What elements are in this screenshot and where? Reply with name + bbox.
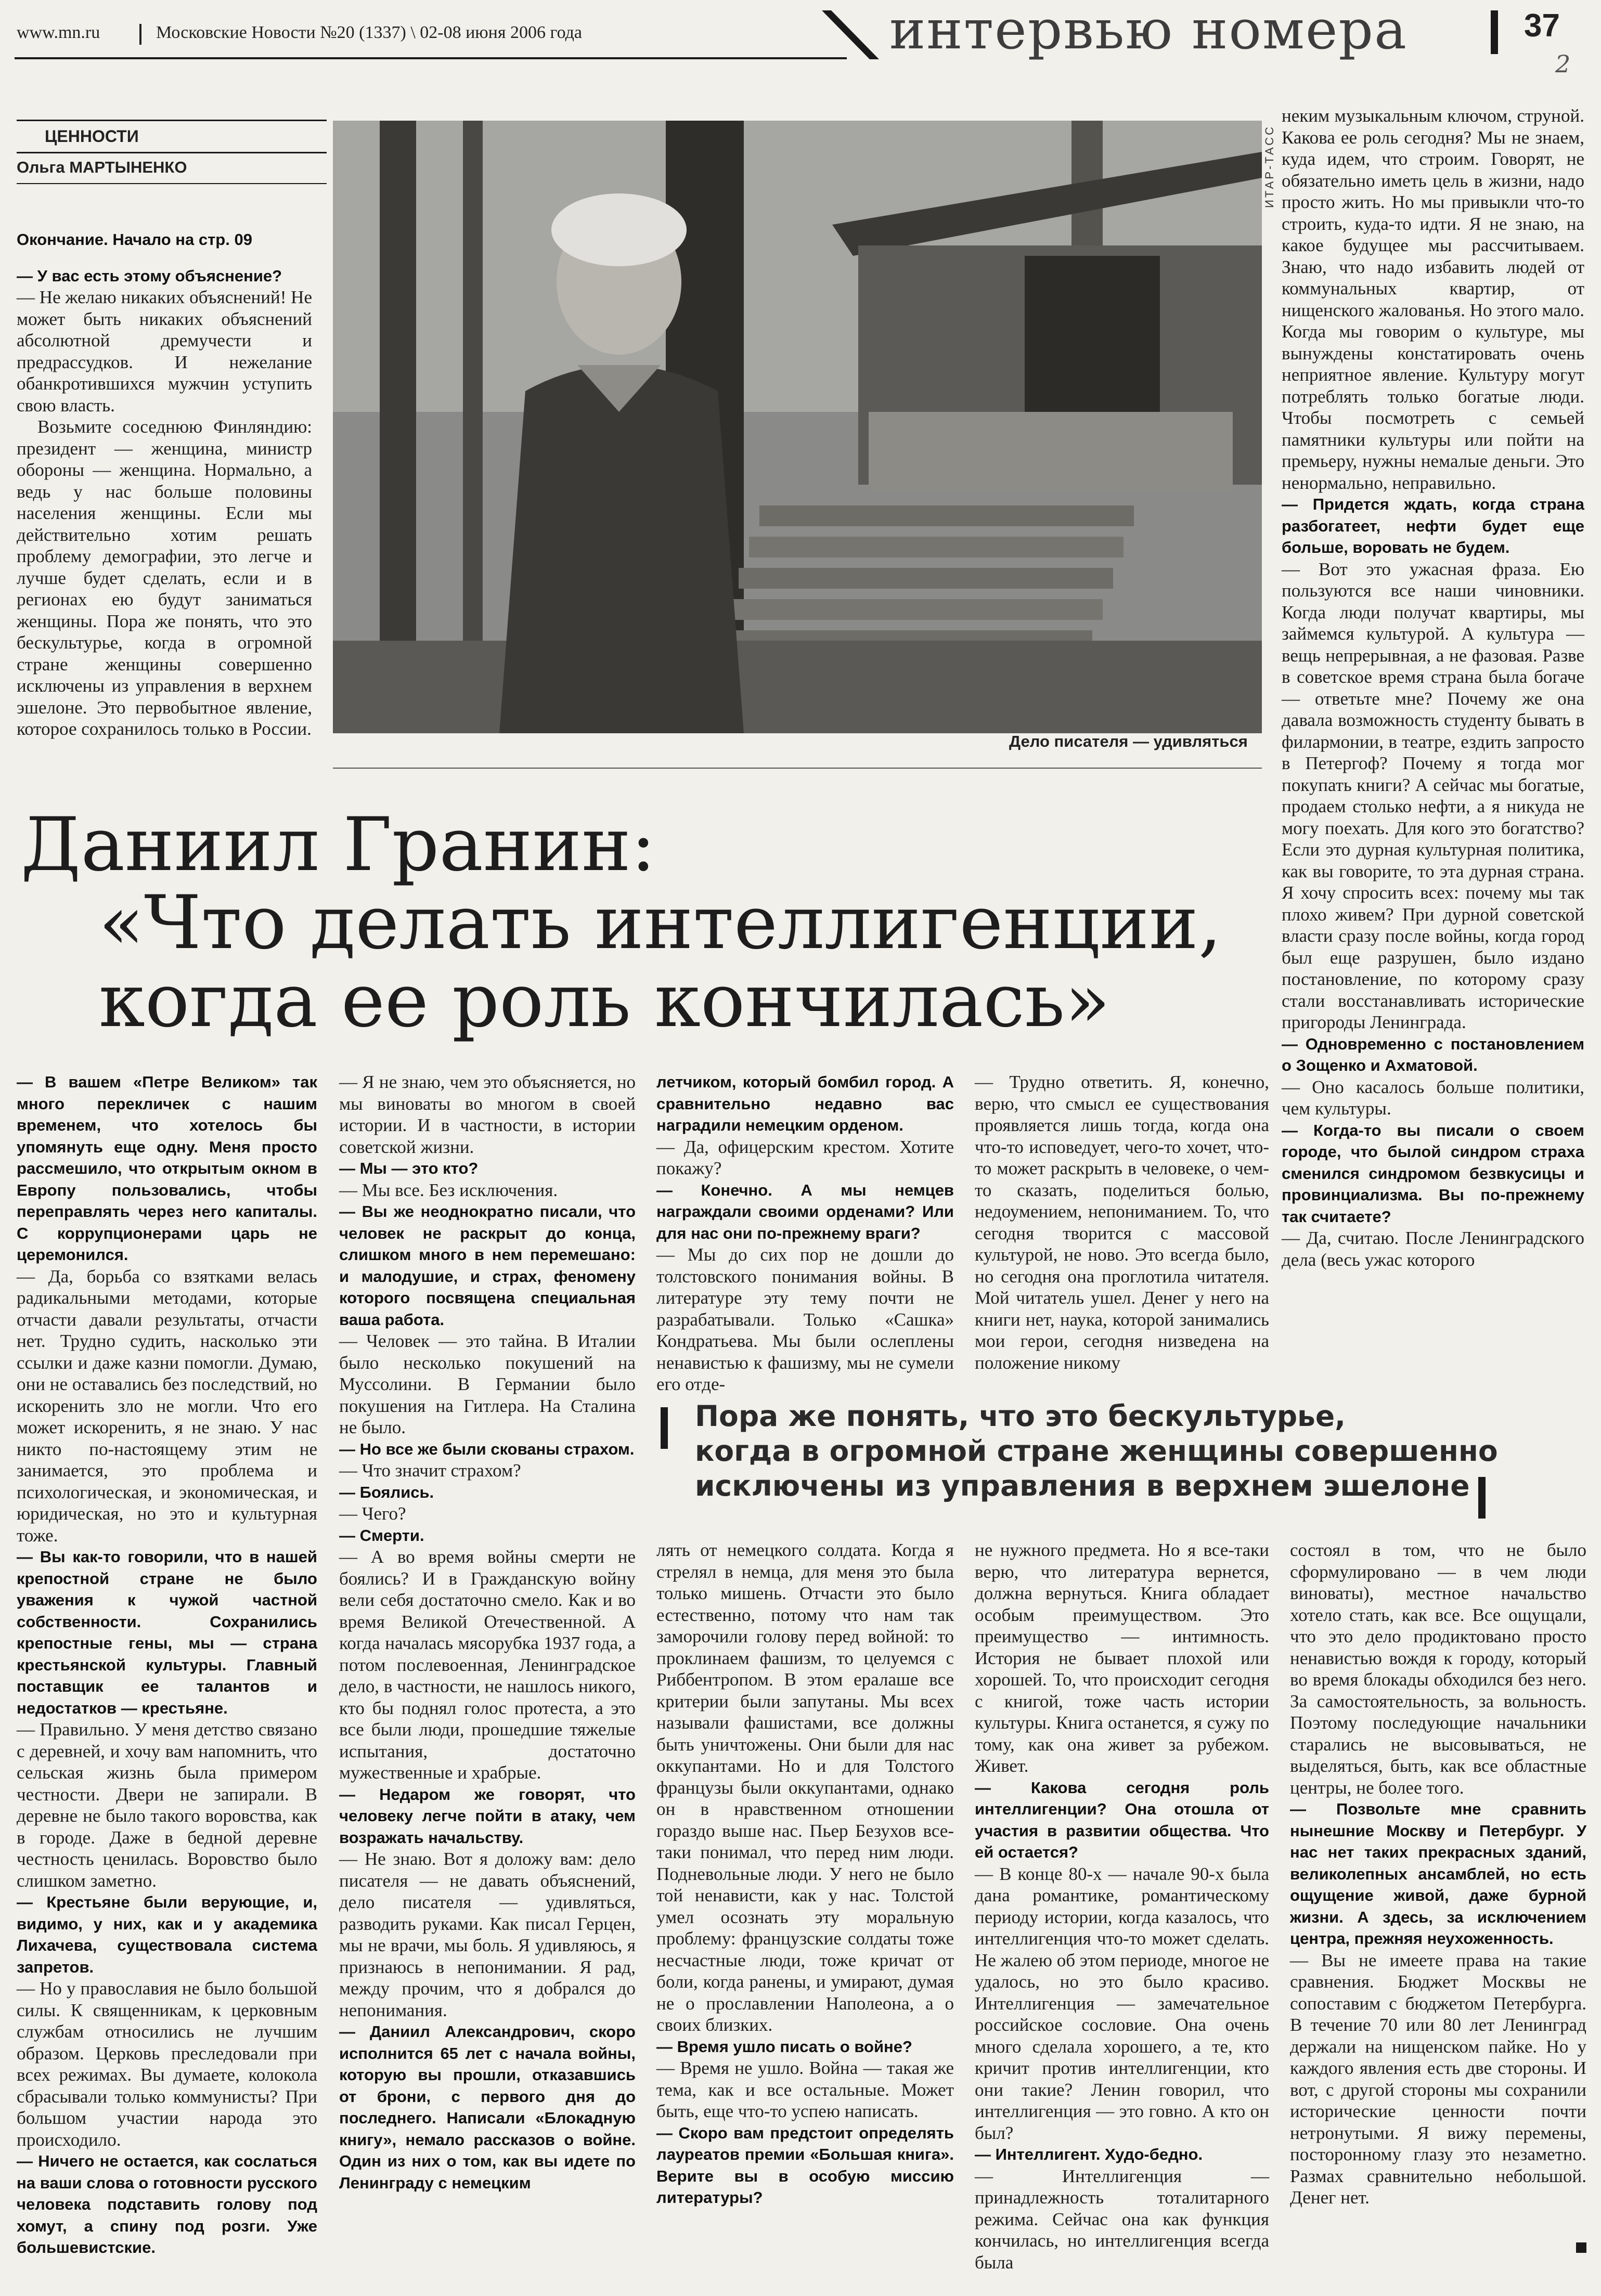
text-column-3-bottom bbox=[656, 1539, 954, 2209]
text-column-4-top bbox=[975, 1071, 1269, 1373]
question: — Интеллигент. Худо-бедно. bbox=[975, 2145, 1203, 2163]
answer: состоял в том, что не было сформулировано — в чем люди виноваты), местное начальство хотело стать, как все. Все ощущали, что это дело продиктовано просто ненавистью вождя к городу, который во время блокады обходился без него. За самостоятельность, за вольность. Поэтому последующие начальники старались не высовываться, не выделяться, быть, как все областные центры, не более того. bbox=[1290, 1540, 1586, 1798]
answer: — В конце 80-х — начале 90-х была дана романтике, романтическому периоду истории, когда казалось, что интеллигенция что-то может сделать. Не жалею об этом периоде, многое не удалось, но это было красиво. Интеллигенция — замечательное российское сословие. Она очень много сделала хорошего, а те, кто кричит против интеллигенции, кто они такие? Ленин говорил, что интеллигенция — это говно. А кто он был? bbox=[975, 1863, 1269, 2143]
question: — Ничего не остается, как сослаться на ваши слова о готовности русского человека подставить голову под хомут, а спину под розги. Уже большевистские. bbox=[17, 2152, 317, 2256]
answer: — Что значит страхом? bbox=[339, 1460, 521, 1481]
answer: — Да, борьба со взятками велась радикальными методами, которые отчасти давали результаты, отчасти нет. Трудно судить, насколько эти ссылки и даже казни помогли. Думаю, они не оставались без последствий, но искоренить зло не могли. Что его может искоренить, я не знаю. У нас никто по-настоящему этим не занимается, это проблема и психологическая, и экономическая, и юридическая, но это и культурная тоже. bbox=[17, 1266, 317, 1546]
text-column-1 bbox=[17, 1071, 317, 2259]
answer: — Да, считаю. После Ленинградского дела (весь ужас которого bbox=[1282, 1228, 1584, 1270]
rubric: ЦЕННОСТИ bbox=[45, 127, 139, 146]
photo-scene bbox=[333, 121, 1262, 733]
photo-credit: ИТАР-ТАСС bbox=[1263, 125, 1276, 208]
section-title: интервью номера bbox=[889, 0, 1408, 61]
question: — Время ушло писать о войне? bbox=[656, 2037, 912, 2056]
answer: — Мы до сих пор не дошли до толстовского понимания войны. В литературе эту тему почти не разрабатывали. Только «Сашка» Кондратьева. Мы были ослеплены ненавистью к фашизму, мы не сумели его отде- bbox=[656, 1244, 954, 1394]
answer: — Я не знаю, чем это объясняется, но мы виноваты во многом в своей истории. И в частности, в истории советской жизни. bbox=[339, 1072, 636, 1157]
header-divider bbox=[139, 24, 141, 45]
question: — Даниил Александрович, скоро исполнится 65 лет с начала войны, которую вы прошли, отказавшись от брони, с первого дня до последнего. Написали «Блокадную книгу», немало рассказов о войне. Один из них о том, как вы идете по Ленинграду с немецким bbox=[339, 2022, 636, 2192]
right-column bbox=[1282, 105, 1584, 1270]
handwritten-mark: 2 bbox=[1555, 50, 1571, 78]
header-slant bbox=[822, 10, 884, 62]
paragraph: неким музыкальным ключом, струной. Какова ее роль сегодня? Мы не знаем, куда идем, что строим. Говорят, не обязательно иметь цель в жизни, надо просто жить. Но мы привыкли что-то строить, куда-то идти. Я не знаю, на какое будущее мы рассчитываем. Знаю, что надо избавить людей от коммунальных квартир, от нищенского жалованья. Но этого мало. Когда мы говорим о культуре, мы вынуждены констатировать очень неприятное явление. Культуру могут потреблять только богатые люди. Чтобы посмотреть с семьей памятники культуры или пойти на премьеру, нужны немалые деньги. Это ненормально, неправильно. bbox=[1282, 106, 1584, 493]
text-column-2 bbox=[339, 1071, 636, 2194]
answer: — Интеллигенция — принадлежность тоталитарного режима. Сейчас она как функция кончилась, но интеллигенция всегда была bbox=[975, 2165, 1269, 2273]
end-mark bbox=[1576, 2242, 1586, 2253]
pullquote-line-2: когда в огромной стране женщины совершенно bbox=[695, 1434, 1498, 1468]
question: — Конечно. А мы немцев награждали своими орденами? Или для нас они по-прежнему враги? bbox=[656, 1181, 954, 1242]
byline-rule-top bbox=[17, 120, 327, 121]
pullquote-bar-left bbox=[661, 1407, 668, 1449]
paragraph: Возьмите соседнюю Финляндию: президент — женщина, министр обороны — женщина. Нормально, а ведь у нас больше половины населения женщины. Если мы действительно хотим решать проблему демографии, это легче и лучше будет сделать, если и в регионах ею будут заниматься женщины. Пора же понять, что это бескультурье, когда в огромной стране женщины совершенно исключены из управления в верхнем эшелоне. Это первобытное явление, которое сохранилось только в России. bbox=[17, 417, 312, 739]
text-column-5-bottom bbox=[1290, 1539, 1586, 2209]
byline-rule-bottom bbox=[17, 183, 327, 184]
question: — Мы — это кто? bbox=[339, 1159, 479, 1177]
pullquote-line-3: исключены из управления в верхнем эшелоне bbox=[695, 1469, 1470, 1502]
question: — Скоро вам предстоит определять лауреатов премии «Большая книга». Верите вы в особую миссию литературы? bbox=[656, 2123, 954, 2207]
answer: — Не знаю. Вот я доложу вам: дело писателя — не давать объяснений, дело писателя — удивляться, разводить руками. Как писал Герцен, мы не врачи, мы боль. Я удивляюсь, я признаюсь в непонимании. Я рад, между прочим, что я добрался до непонимания. bbox=[339, 1849, 636, 2020]
question: — Какова сегодня роль интеллигенции? Она отошла от участия в развитии общества. Что ей остается? bbox=[975, 1778, 1269, 1861]
question: — У вас есть этому объяснение? bbox=[17, 266, 282, 285]
site-url: www.mn.ru bbox=[17, 23, 100, 42]
question: — Недаром же говорят, что человеку легче пойти в атаку, чем возражать начальству. bbox=[339, 1785, 636, 1847]
pullquote-bar-right bbox=[1478, 1477, 1486, 1519]
header-rule bbox=[15, 57, 847, 59]
author: Ольга МАРТЫНЕНКО bbox=[17, 158, 187, 176]
question: — Смерти. bbox=[339, 1526, 424, 1545]
question: — В вашем «Петре Великом» так много перекличек с нашим временем, что хотелось бы упомянуть еще одну. Меня просто рассмешило, что открытым окном в Европу пользовались, чтобы переправлять через него капиталы. С коррупционерами царь не церемонился. bbox=[17, 1073, 317, 1264]
text-column-3-top bbox=[656, 1071, 954, 1395]
answer: — Не желаю никаких объяснений! Не может быть никаких объяснений абсолютной дремучести и предрассудков. И нежелание обанкротившихся мужчин уступить свою власть. bbox=[17, 287, 312, 416]
question: летчиком, который бомбил город. А сравнительно недавно вас наградили немецким орденом. bbox=[656, 1073, 954, 1134]
answer: — Мы все. Без исключения. bbox=[339, 1179, 558, 1200]
continuation-note: Окончание. Начало на стр. 09 bbox=[17, 230, 252, 249]
answer: — Правильно. У меня детство связано с деревней, и хочу вам напомнить, что сельская жизнь была примером честности. Двери не запирали. В деревне не было такого воровства, как в городе. Даже в бедной деревне честность ценилась. Воровство было слишком заметно. bbox=[17, 1719, 317, 1891]
answer: — Вот это ужасная фраза. Ею пользуются все наши чиновники. Когда люди получат квартиры, мы займемся культурой. А культура — вещь непрерывная, а не фазовая. Разве в советское время страна была богаче — ответьте мне? Почему же она давала возможность студенту бывать в филармонии, в театре, ездить запросто в Петергоф? Почему я тогда мог покупать книги? А сейчас мы богатые, продаем столько нефти, а я никуда не могу поехать. Для кого это богатство? Если это дурная культурная политика, как вы говорите, то эта дурная страна. Я хочу спросить всех: почему мы так плохо живем? При дурной советской власти сразу после войны, когда город был еще разрушен, было издано постановление, по которому сразу стали восстанавливать исторические пригороды Ленинграда. bbox=[1282, 559, 1584, 1032]
answer: — Чего? bbox=[339, 1503, 406, 1524]
answer: — Человек — это тайна. В Италии было несколько покушений на Муссолини. В Германии было покушения на Гитлера. На Сталина не было. bbox=[339, 1331, 636, 1437]
page-number-bar bbox=[1491, 10, 1498, 54]
answer: — Но у православия не было большой силы. К священникам, к церковным службам относились не лучшим образом. Церковь преследовали при всех режимах. Вы думаете, колокола сбрасывали только коммунисты? При большом участии народа это происходило. bbox=[17, 1978, 317, 2150]
answer: — А во время войны смерти не боялись? И в Гражданскую войну вели себя достаточно смело. Как и во время Великой Отечественной. А когда началась мясорубка 1937 года, а потом послевоенная, Ленинградское дело, в частности, не нашлось никого, кто бы поднял голос протеста, а это все были люди, прошедшие тяжелые испытания, достаточно мужественные и храбрые. bbox=[339, 1547, 636, 1783]
byline-rule-mid bbox=[17, 152, 327, 153]
answer: лять от немецкого солдата. Когда я стрелял в немца, для меня это была только мишень. Отчасти это было естественно, потому что нам так заморочили голову перед войной: то проклинаем фашизм, то целуемся с Риббентропом. В этом ералаше все критерии были запутаны. Мы всех называли фашистами, все должны быть уничтожены. Они были для нас оккупантами. Но и для Толстого французы были оккупантами, однако он в нравственном отношении гораздо выше нас. Пьер Безухов все-таки понимал, что перед ним люди. Подневольные люди. У него не было той ненависти, как у нас. Толстой умел осознать эту моральную проблему: французские солдаты тоже несчастные люди, тоже кричат от боли, когда ранены, и умирают, думая не о прославлении Наполеона, а о своих близких. bbox=[656, 1540, 954, 2035]
caption-rule bbox=[333, 768, 1262, 769]
headline-name: Даниил Гранин: bbox=[21, 802, 656, 888]
photo-caption: Дело писателя — удивляться bbox=[1009, 732, 1248, 750]
left-column bbox=[17, 229, 312, 740]
answer: — Трудно ответить. Я, конечно, верю, что смысл ее существования проявляется лишь тогда, когда она что-то исповедует, чего-то хочет, что-то может раскрыть в человеке, о чем-то сказать, поделиться болью, недоумением, непониманием. То, что сегодня творится с массовой культурой, не ново. Это всегда было, но сегодня она проглотила читателя. Мой читатель ушел. Денег у него на книги нет, наука, которой занимались мои герои, сегодня низведена на положение никому bbox=[975, 1072, 1269, 1373]
headline-quote-2: когда ее роль кончилась» bbox=[99, 958, 1111, 1044]
question: — Но все же были скованы страхом. bbox=[339, 1439, 635, 1458]
answer: — Да, офицерским крестом. Хотите покажу? bbox=[656, 1136, 954, 1178]
answer: — Вы не имеете права на такие сравнения. Бюджет Москвы не сопоставим с бюджетом Петербурга. В течение 70 или 80 лет Ленинград держали на нищенском пайке. Но у каждого явления есть две стороны. И вот, с другой стороны мы сохранили исторические ценности почти нетронутыми. Я вижу перемены, посторонному глазу это незаметно. Размах сравнительно небольшой. Денег нет. bbox=[1290, 1950, 1586, 2208]
answer: — Оно касалось больше политики, чем культуры. bbox=[1282, 1076, 1584, 1119]
question: — Одновременно с постановлением о Зощенко и Ахматовой. bbox=[1282, 1034, 1584, 1074]
author-photo bbox=[333, 121, 1262, 733]
question: — Крестьяне были верующие, и, видимо, у них, как и у академика Лихачева, существовала система запретов. bbox=[17, 1893, 317, 1976]
issue-info: Московские Новости №20 (1337) \ 02-08 июня 2006 года bbox=[156, 23, 583, 42]
headline-quote-1: «Что делать интеллигенции, bbox=[99, 880, 1222, 966]
question: — Вы как-то говорили, что в нашей крепостной стране не было уважения к чужой частной собственности. Сохранились крепостные гены, мы — страна крестьянской культуры. Главный поставщик ее талантов и недостатков — крестьяне. bbox=[17, 1548, 317, 1717]
pullquote-line-1: Пора же понять, что это бескультурье, bbox=[695, 1399, 1346, 1433]
question: — Боялись. bbox=[339, 1483, 434, 1501]
answer: не нужного предмета. Но я все-таки верю, что литература вернется, должна вернуться. Книга обладает особым преимуществом. Это преимущество — интимность. История не бывает плохой или хорошей. То, что происходит сегодня с книгой, тоже часть истории культуры. Книга останется, я сужу по тому, как она живет за рубежом. Живет. bbox=[975, 1540, 1269, 1776]
page-number: 37 bbox=[1524, 8, 1560, 44]
question: — Придется ждать, когда страна разбогатеет, нефти будет еще больше, воровать не будем. bbox=[1282, 495, 1584, 556]
text-column-4-bottom bbox=[975, 1539, 1269, 2273]
question: — Позвольте мне сравнить нынешние Москву и Петербург. У нас нет таких прекрасных зданий, великолепных ансамблей, но есть ощущение живой, даже бурной жизни. А здесь, за исключением центра, прежняя неухоженность. bbox=[1290, 1800, 1586, 1948]
answer: — Время не ушло. Война — такая же тема, как и все остальные. Может быть, еще что-то успею написать. bbox=[656, 2058, 954, 2121]
question: — Когда-то вы писали о своем городе, что былой синдром страха сменился синдромом безвкусицы и провинциализма. Вы по-прежнему так считаете? bbox=[1282, 1121, 1584, 1226]
question: — Вы же неоднократно писали, что человек не раскрыт до конца, слишком много в нем перемешано: и малодушие, и страх, феномену которого посвящена специальная ваша работа. bbox=[339, 1202, 636, 1329]
